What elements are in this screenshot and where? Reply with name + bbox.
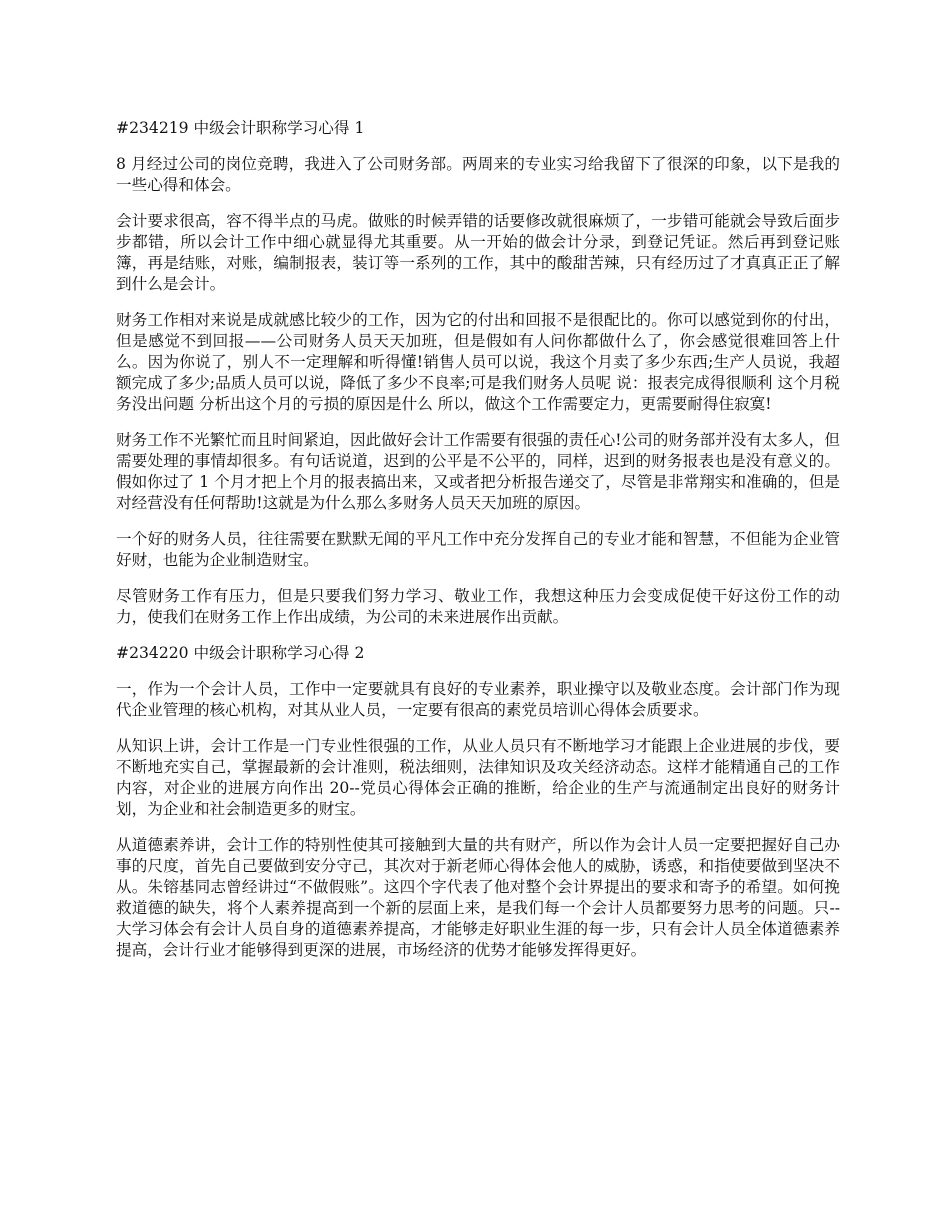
section-2-heading: #234220 中级会计职称学习心得 2 [116, 644, 365, 662]
section-1-heading: #234219 中级会计职称学习心得 1 [116, 119, 365, 137]
section-1-paragraph-2: 会计要求很高，容不得半点的马虎。做账的时候弄错的话要修改就很麻烦了，一步错可能就会导致后面步步都错，所以会计工作中细心就显得尤其重要。从一开始的做会计分录，到登记凭证。然后再到登记账簿，再是结账，对账，编制报表，装订等一系列的工作，其中的酸甜苦辣，只有经历过了才真真正正了解到什么是会计。 [116, 212, 840, 293]
document-page [116, 118, 840, 976]
section-2-paragraph-1: 一，作为一个会计人员，工作中一定要就具有良好的专业素养，职业操守以及敬业态度。会计部门作为现代企业管理的核心机构，对其从业人员，一定要有很高的素党员培训心得体会质要求。 [116, 680, 840, 719]
section-2 [116, 643, 840, 961]
section-1-paragraph-4: 财务工作不光繁忙而且时间紧迫，因此做好会计工作需要有很强的责任心!公司的财务部并没有太多人，但需要处理的事情却很多。有句话说道，迟到的公平是不公平的，同样，迟到的财务报表也是没有意义的。假如你过了 1 个月才把上个月的报表搞出来，又或者把分析报告递交了，尽管是非常翔实和准确的，但是对经营没有任何帮助!这就是为什么那么多财务人员天天加班的原因。 [116, 431, 840, 512]
section-2-paragraph-2: 从知识上讲，会计工作是一门专业性很强的工作，从业人员只有不断地学习才能跟上企业进展的步伐，要不断地充实自己，掌握最新的会计准则，税法细则，法律知识及攻关经济动态。这样才能精通自己的工作内容，对企业的进展方向作出 20--党员心得体会正确的推断，给企业的生产与流通制定出良好的财务计划，为企业和社会制造更多的财宝。 [116, 737, 840, 818]
section-1-paragraph-6: 尽管财务工作有压力，但是只要我们努力学习、敬业工作，我想这种压力会变成促使干好这份工作的动力，使我们在财务工作上作出成绩，为公司的未来进展作出贡献。 [116, 587, 840, 626]
section-1-paragraph-3: 财务工作相对来说是成就感比较少的工作，因为它的付出和回报不是很配比的。你可以感觉到你的付出，但是感觉不到回报——公司财务人员天天加班，但是假如有人问你都做什么了，你会感觉很难回答上什么。因为你说了，别人不一定理解和听得懂!销售人员可以说，我这个月卖了多少东西;生产人员说，我超额完成了多少;品质人员可以说，降低了多少不良率;可是我们财务人员呢 说：报表完成得很顺利 这个月税务没出问题 分析出这个月的亏损的原因是什么 所以，做这个工作需要定力，更需要耐得住寂寞! [116, 311, 840, 413]
section-1 [116, 118, 840, 628]
section-2-paragraph-3: 从道德素养讲，会计工作的特别性使其可接触到大量的共有财产，所以作为会计人员一定要把握好自己办事的尺度，首先自己要做到安分守己，其次对于新老师心得体会他人的威胁，诱惑，和指使要做到坚决不从。朱镕基同志曾经讲过“不做假账”。这四个字代表了他对整个会计界提出的要求和寄予的希望。如何挽救道德的缺失，将个人素养提高到一个新的层面上来，是我们每一个会计人员都要努力思考的问题。只--大学习体会有会计人员自身的道德素养提高，才能够走好职业生涯的每一步，只有会计人员全体道德素养提高，会计行业才能够得到更深的进展，市场经济的优势才能够发挥得更好。 [116, 836, 840, 959]
section-1-paragraph-5: 一个好的财务人员，往往需要在默默无闻的平凡工作中充分发挥自己的专业才能和智慧，不但能为企业管好财，也能为企业制造财宝。 [116, 530, 840, 569]
section-1-paragraph-1: 8 月经过公司的岗位竞聘，我进入了公司财务部。两周来的专业实习给我留下了很深的印象，以下是我的一些心得和体会。 [116, 155, 840, 194]
